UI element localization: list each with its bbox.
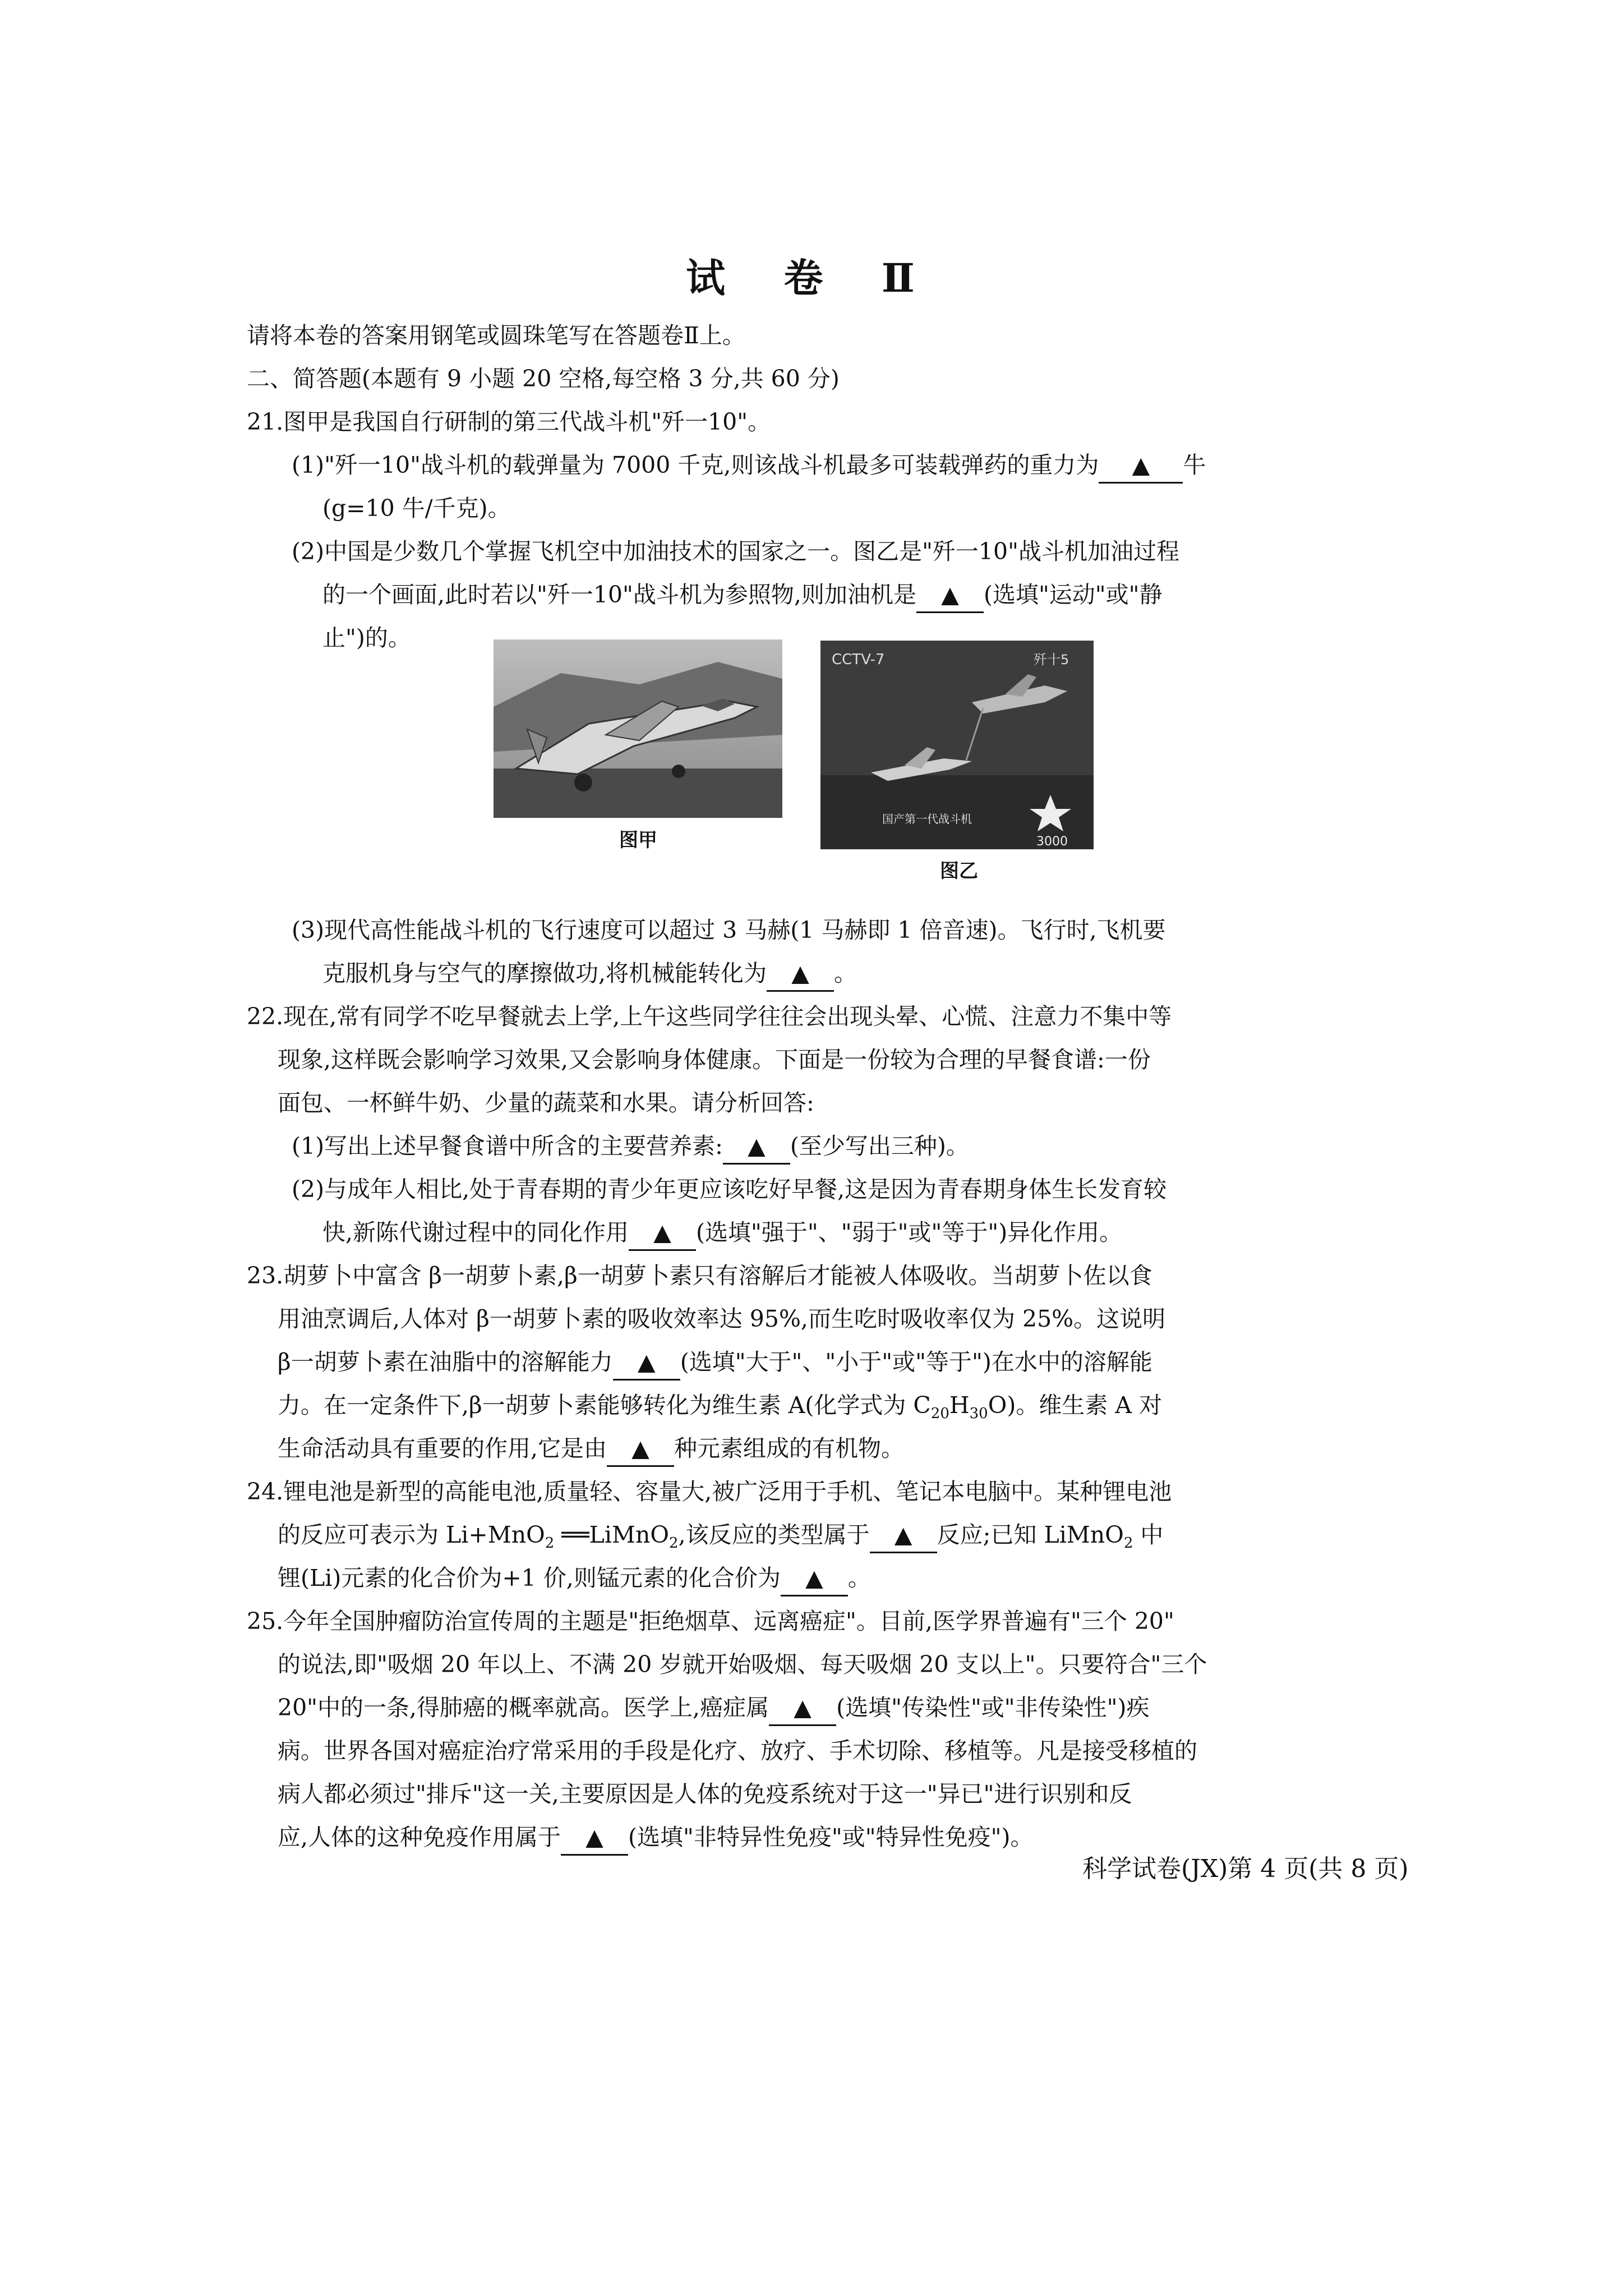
q24-l2-known: 反应;已知 LiMnO	[937, 1521, 1124, 1548]
q24-l3-text: 锂(Li)元素的化合价为+1 价,则锰元素的化合价为	[278, 1565, 781, 1591]
figure-jia-caption: 图甲	[619, 829, 657, 852]
q23-line2: 用油烹调后,人体对 β一胡萝卜素的吸收效率达 95%,而生吃时吸收率仅为 25%。这说明	[278, 1305, 1166, 1332]
q22-line2: 现象,这样既会影响学习效果,又会影响身体健康。下面是一份较为合理的早餐食谱:一份	[278, 1046, 1151, 1073]
q21-part3-line1: (3)现代高性能战斗机的飞行速度可以超过 3 马赫(1 马赫即 1 倍音速)。飞行时,飞机要	[292, 917, 1166, 944]
section-header: 二、简答题(本题有 9 小题 20 空格,每空格 3 分,共 60 分)	[247, 365, 840, 392]
q25-line1: 25.今年全国肿瘤防治宣传周的主题是"拒绝烟草、远离癌症"。目前,医学界普遍有"三个 20"	[247, 1608, 1174, 1635]
q22-p2-options: (选填"强于"、"弱于"或"等于")异化作用。	[696, 1219, 1123, 1246]
q21-part2-line2	[247, 573, 1206, 616]
figure-yi-caption: 图乙	[940, 860, 978, 882]
subscript: 20	[930, 1405, 949, 1423]
q23-l5-end: 种元素组成的有机物。	[674, 1435, 905, 1462]
q23-l3-options: (选填"大于"、"小于"或"等于")在水中的溶解能	[680, 1349, 1152, 1375]
tv-subtitle: 国产第一代战斗机	[882, 812, 972, 826]
q24-line1: 24.锂电池是新型的高能电池,质量轻、容量大,被广泛用于手机、笔记本电脑中。某种锂电池	[247, 1478, 1172, 1505]
page-footer: 科学试卷(JX)第 4 页(共 8 页)	[1082, 1855, 1409, 1883]
q23-line4	[247, 1384, 1165, 1427]
q23-l4-end: O)。维生素 A 对	[988, 1392, 1163, 1419]
tv-overlay-text: 歼十5	[1034, 652, 1069, 668]
q21-p3-end: 。	[834, 960, 857, 987]
q22-line1: 22.现在,常有同学不吃早餐就去上学,上午这些同学往往会出现头晕、心慌、注意力不集中等	[247, 1003, 1172, 1030]
q25-l3-options: (选填"传染性"或"非传染性")疾	[836, 1694, 1150, 1721]
q24-l2-end: 中	[1133, 1521, 1164, 1548]
q25-line5: 病人都必须过"排斥"这一关,主要原因是人体的免疫系统对于这一"异已"进行识别和反	[278, 1780, 1132, 1807]
q24-line3	[247, 1557, 1172, 1600]
q21-part2-line3: 止")的。	[322, 624, 411, 651]
q25-line3	[247, 1686, 1207, 1729]
q22-part2-line1: (2)与成年人相比,处于青春期的青少年更应该吃好早餐,这是因为青春期身体生长发育较	[292, 1176, 1167, 1203]
answer-blank[interactable]: ▲	[769, 1691, 836, 1726]
q22-part2-line2	[247, 1211, 1172, 1254]
q21-p1-text: (1)"歼一10"战斗机的载弹量为 7000 千克,则该战斗机最多可装载弹药的重力为	[292, 452, 1099, 478]
q21-part1	[247, 444, 1206, 487]
q23-block	[247, 1254, 1165, 1470]
fighter-jet-image	[494, 639, 782, 818]
answer-blank[interactable]: ▲	[916, 578, 984, 613]
q22-p1-text: (1)写出上述早餐食谱中所含的主要营养素:	[292, 1133, 723, 1159]
q25-l3-text: 20"中的一条,得肺癌的概率就高。医学上,癌症属	[278, 1694, 769, 1721]
q23-l3-text: β一胡萝卜素在油脂中的溶解能力	[278, 1349, 613, 1375]
tv-brand: 3000	[1036, 835, 1068, 849]
aerial-refueling-image	[820, 641, 1094, 849]
questions-block	[292, 909, 1166, 995]
subscript: 30	[969, 1405, 988, 1423]
q23-l5-text: 生命活动具有重要的作用,它是由	[278, 1435, 607, 1462]
answer-blank[interactable]: ▲	[607, 1432, 674, 1467]
q24-l2-type: ,该反应的类型属于	[678, 1521, 870, 1548]
q21-p2-options: (选填"运动"或"静	[983, 581, 1163, 608]
q22-line3: 面包、一杯鲜牛奶、少量的蔬菜和水果。请分析回答:	[278, 1089, 814, 1116]
q21-part3-line2	[292, 952, 1166, 995]
q25-line6	[247, 1816, 1207, 1859]
answer-blank[interactable]: ▲	[629, 1216, 696, 1251]
q23-l4-text: 力。在一定条件下,β一胡萝卜素能够转化为维生素 A(化学式为 C	[278, 1392, 931, 1419]
q21-part2-line1: (2)中国是少数几个掌握飞机空中加油技术的国家之一。图乙是"歼一10"战斗机加油过程	[292, 538, 1179, 565]
q21-p3-text: 克服机身与空气的摩擦做功,将机械能转化为	[322, 960, 767, 987]
figure-yi	[820, 641, 1094, 849]
q24-l2-text: 的反应可表示为 Li+MnO	[278, 1521, 545, 1548]
q25-line4: 病。世界各国对癌症治疗常采用的手段是化疗、放疗、手术切除、移植等。凡是接受移植的	[278, 1737, 1197, 1764]
q21-p2-text: 的一个画面,此时若以"歼一10"战斗机为参照物,则加油机是	[322, 581, 916, 608]
answer-blank[interactable]: ▲	[767, 956, 834, 992]
answer-blank[interactable]: ▲	[613, 1345, 680, 1381]
tv-logo: CCTV-7	[832, 651, 885, 668]
answer-blank[interactable]: ▲	[781, 1561, 848, 1596]
q25-l6-options: (选填"非特异性免疫"或"特异性免疫")。	[628, 1824, 1034, 1851]
figure-jia	[494, 639, 782, 818]
q23-line1: 23.胡萝卜中富含 β一胡萝卜素,β一胡萝卜素只有溶解后才能被人体吸收。当胡萝卜佐以食	[247, 1262, 1152, 1289]
q22-block	[247, 995, 1172, 1254]
answer-blank[interactable]: ▲	[723, 1129, 790, 1165]
q23-l4-h: H	[949, 1392, 970, 1419]
subscript: 2	[669, 1535, 679, 1552]
instruction: 请将本卷的答案用钢笔或圆珠笔写在答题卷Ⅱ上。	[247, 322, 745, 349]
q23-line3	[247, 1341, 1165, 1384]
answer-blank[interactable]: ▲	[561, 1820, 628, 1856]
subscript: 2	[545, 1535, 555, 1552]
answer-blank[interactable]: ▲	[1099, 448, 1183, 484]
q22-p1-note: (至少写出三种)。	[790, 1133, 969, 1159]
q24-block	[247, 1470, 1172, 1600]
q24-l2-eq: ══LiMnO	[554, 1521, 670, 1548]
q25-l6-text: 应,人体的这种免疫作用属于	[278, 1824, 561, 1851]
q24-l3-end: 。	[847, 1565, 871, 1591]
paper-title: 试 卷 Ⅱ	[686, 255, 937, 301]
q25-line2: 的说法,即"吸烟 20 年以上、不满 20 岁就开始吸烟、每天吸烟 20 支以上"。只要符合"三个	[278, 1651, 1207, 1678]
answer-blank[interactable]: ▲	[870, 1518, 937, 1553]
q25-block	[247, 1600, 1207, 1859]
q24-line2	[247, 1513, 1172, 1557]
q21-p1-unit: 牛	[1183, 452, 1206, 478]
subscript: 2	[1123, 1535, 1133, 1552]
q21-part1-note: (g=10 牛/千克)。	[322, 495, 511, 522]
q22-part1	[247, 1125, 1172, 1168]
header-block	[247, 314, 1206, 660]
q23-line5	[247, 1427, 1165, 1470]
q22-p2-text: 快,新陈代谢过程中的同化作用	[322, 1219, 629, 1246]
q21-stem: 21.图甲是我国自行研制的第三代战斗机"歼一10"。	[247, 408, 771, 435]
